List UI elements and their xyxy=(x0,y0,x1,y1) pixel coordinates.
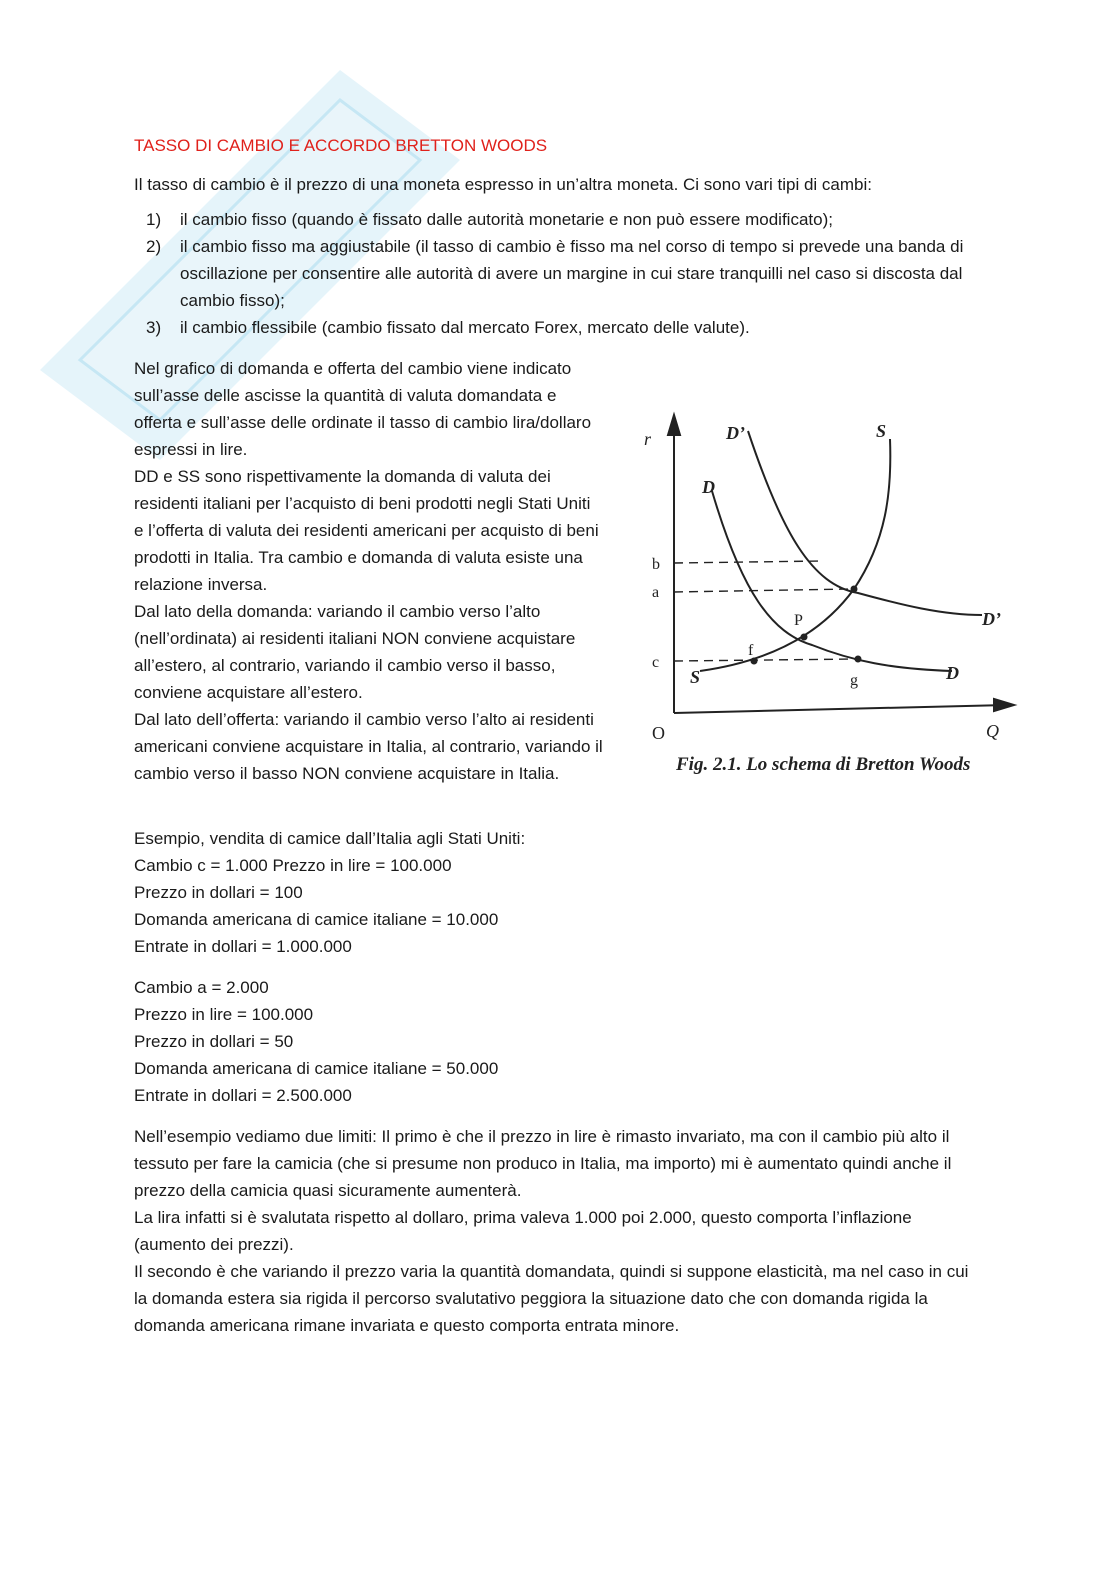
paragraph: La lira infatti si è svalutata rispetto al dollaro, prima valeva 1.000 poi 2.000, questo comporta l’inflazione (aumento dei prezzi). xyxy=(134,1208,912,1254)
demand-curve-D-prime xyxy=(748,431,982,615)
example-line: Entrate in dollari = 2.500.000 xyxy=(134,1086,352,1105)
intro-paragraph: Il tasso di cambio è il prezzo di una moneta espresso in un’altra moneta. Ci sono vari tipi di cambi: xyxy=(134,175,872,194)
list-text: il cambio fisso (quando è fissato dalle autorità monetarie e non può essere modificato); xyxy=(180,210,833,229)
example-line: Prezzo in lire = 100.000 xyxy=(134,1005,314,1024)
graph-explanation xyxy=(134,355,604,787)
label-S-bottom: S xyxy=(690,667,701,687)
list-item xyxy=(134,314,984,341)
list-text: il cambio fisso ma aggiustabile (il tasso di cambio è fisso ma nel corso di tempo si prevede una banda di oscillazione per consentire alle autorità di avere un margine in cui stare tranquilli nel caso si discosta dal cambio fisso); xyxy=(180,237,964,310)
label-S-top: S xyxy=(876,421,887,441)
paragraph: Il secondo è che variando il prezzo varia la quantità domandata, quindi si suppone elasticità, ma nel caso in cui la domanda estera sia rigida il percorso svalutativo peggiora la situazione dato che con domanda rigida la domanda americana rimane invariata e questo comporta entrata minore. xyxy=(134,1262,969,1335)
example-line: Domanda americana di camice italiane = 10.000 xyxy=(134,910,499,929)
graph-section xyxy=(134,355,1001,825)
label-D-top: D xyxy=(702,477,715,497)
supply-curve-S xyxy=(700,439,890,671)
document-title: TASSO DI CAMBIO E ACCORDO BRETTON WOODS xyxy=(134,136,548,155)
label-f: f xyxy=(748,642,754,659)
paragraph: Nel grafico di domanda e offerta del cambio viene indicato sull’asse delle ascisse la quantità di valuta domandata e offerta e sull’asse delle ordinate il tasso di cambio lira/dollaro espressi in lire. xyxy=(134,359,592,459)
label-b: b xyxy=(652,556,660,573)
paragraph: Nell’esempio vediamo due limiti: Il primo è che il prezzo in lire è rimasto invariato, ma con il cambio più alto il tessuto per fare la camicia (che si presume non produco in Italia, ma importo) mi è aumentato quindi anche il prezzo della camicia quasi sicuramente aumenterà. xyxy=(134,1127,952,1200)
label-c: c xyxy=(652,654,660,671)
label-a: a xyxy=(652,584,660,601)
example-line: Domanda americana di camice italiane = 50.000 xyxy=(134,1059,499,1078)
example-2 xyxy=(134,974,984,1109)
paragraph: DD e SS sono rispettivamente la domanda di valuta dei residenti italiani per l’acquisto di beni prodotti negli Stati Uniti e l’offerta di valuta dei residenti americani per acquisto di beni prodotti in Italia. Tra cambio e domanda di valuta esiste una relazione inversa. xyxy=(134,467,599,594)
supply-demand-diagram xyxy=(622,393,1022,753)
list-number: 1) xyxy=(146,210,162,229)
point-g xyxy=(855,656,862,663)
example-1 xyxy=(134,825,984,960)
b-dashed-line xyxy=(674,561,822,563)
label-P: P xyxy=(794,612,803,629)
exchange-types-list xyxy=(134,206,984,341)
y-axis-arrow xyxy=(668,415,680,435)
bretton-woods-figure xyxy=(622,393,1022,793)
x-axis xyxy=(674,705,1007,713)
example-line: Cambio a = 2.000 xyxy=(134,978,269,997)
label-D-bottom: D xyxy=(946,663,959,683)
c-dashed-line xyxy=(674,659,858,661)
label-D-prime-right: D’ xyxy=(982,609,1001,629)
label-Q: Q xyxy=(986,721,999,741)
list-number: 2) xyxy=(146,237,162,256)
example-line: Entrate in dollari = 1.000.000 xyxy=(134,937,352,956)
figure-caption: Fig. 2.1. Lo schema di Bretton Woods xyxy=(676,754,971,775)
point-intersection xyxy=(851,586,858,593)
point-P xyxy=(801,634,808,641)
label-D-prime-top: D’ xyxy=(726,423,745,443)
label-r: r xyxy=(644,429,652,449)
example-line: Prezzo in dollari = 100 xyxy=(134,883,303,902)
label-O: O xyxy=(652,723,665,743)
list-item xyxy=(134,233,984,314)
list-number: 3) xyxy=(146,318,162,337)
a-dashed-line xyxy=(674,589,852,592)
x-axis-arrow xyxy=(994,699,1014,711)
label-g: g xyxy=(850,672,858,689)
example-line: Cambio c = 1.000 Prezzo in lire = 100.000 xyxy=(134,856,452,875)
list-text: il cambio flessibile (cambio fissato dal mercato Forex, mercato delle valute). xyxy=(180,318,750,337)
paragraph: Dal lato della domanda: variando il cambio verso l’alto (nell’ordinata) ai residenti italiani NON conviene acquistare all’estero, al contrario, variando il cambio verso il basso, conviene acquistare all’estero. xyxy=(134,602,576,702)
list-item xyxy=(134,206,984,233)
conclusion xyxy=(134,1123,984,1339)
paragraph: Dal lato dell’offerta: variando il cambio verso l’alto ai residenti americani conviene acquistare in Italia, al contrario, variando il cambio verso il basso NON conviene acquistare in Italia. xyxy=(134,710,603,783)
example-line: Prezzo in dollari = 50 xyxy=(134,1032,294,1051)
example-line: Esempio, vendita di camice dall’Italia agli Stati Uniti: xyxy=(134,829,526,848)
